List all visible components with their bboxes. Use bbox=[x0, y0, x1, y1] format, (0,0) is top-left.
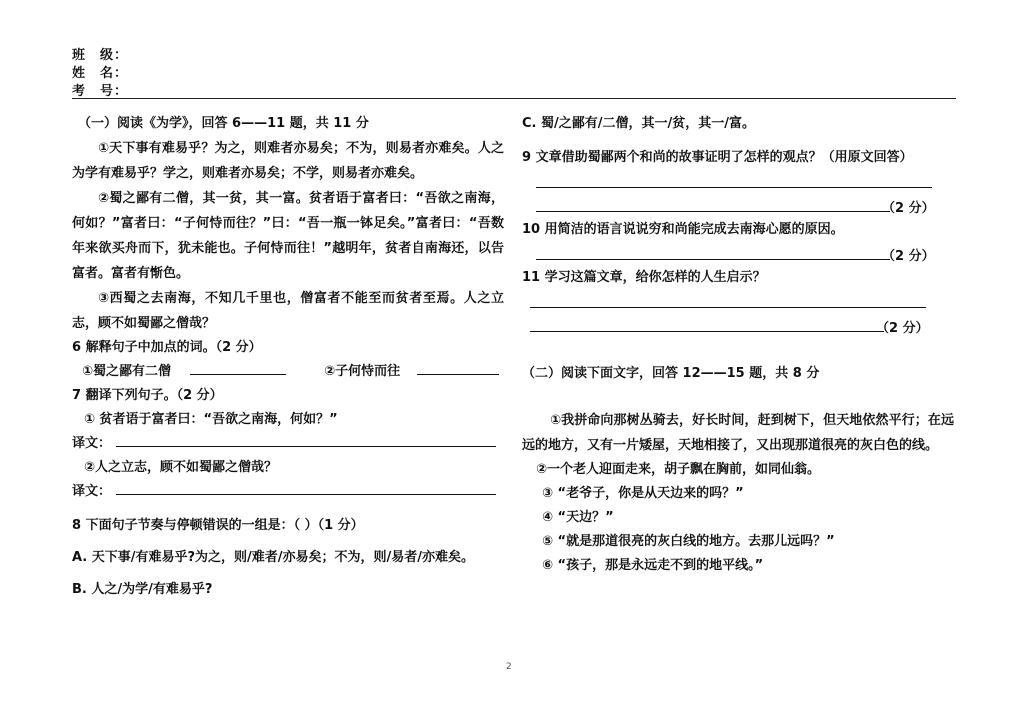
question-8-option-b: B. 人之/为学/有难易乎? bbox=[72, 582, 213, 597]
question-7-sentence-2: ②人之立志，顾不如蜀鄙之僧哉？ bbox=[84, 460, 278, 475]
question-7-sentence-1: ① 贫者语于富者曰：“吾欲之南海，何如？” bbox=[84, 412, 338, 427]
question-6-item-a: ①蜀之鄙有二僧 bbox=[82, 364, 172, 379]
translation-row-2 bbox=[72, 480, 504, 504]
question-8-option-a: A. 天下事/有难易乎?为之，则/难者/亦易矣；不为，则/易者/亦难矣。 bbox=[72, 550, 475, 565]
name-label: 姓 名： bbox=[72, 66, 129, 81]
reading-paragraph-6: ⑥ “孩子，那是永远走不到的地平线。” bbox=[542, 558, 764, 573]
question-6: 6 解释句子中加点的词。（2 分） bbox=[72, 340, 262, 355]
right-column bbox=[522, 112, 954, 578]
answer-blank-11a[interactable] bbox=[530, 307, 926, 308]
question-6-items bbox=[72, 360, 504, 384]
exam-number-label: 考 号： bbox=[72, 84, 129, 99]
left-column bbox=[72, 112, 504, 602]
header-divider bbox=[72, 98, 956, 99]
passage-paragraph-1: ①天下事有难易乎？为之，则难者亦易矣；不为，则易者亦难矣。人之为学有难易乎？学之，则难者亦易矣；不学，则易者亦难矣。 bbox=[72, 141, 504, 181]
reading-paragraph-2: ②一个老人迎面走来，胡子飘在胸前，如同仙翁。 bbox=[536, 462, 821, 477]
translation-label: 译文： bbox=[72, 484, 112, 499]
translation-blank-2[interactable] bbox=[116, 480, 496, 495]
question-11: 11 学习这篇文章，给你怎样的人生启示？ bbox=[522, 270, 766, 285]
answer-blank-10[interactable] bbox=[536, 259, 890, 260]
answer-blank-6b[interactable] bbox=[417, 360, 499, 375]
reading-paragraph-4: ④ “天边？” bbox=[542, 510, 614, 525]
passage-paragraph-2: ②蜀之鄙有二僧，其一贫，其一富。贫者语于富者曰：“吾欲之南海，何如？”富者曰：“子何恃而往？”曰：“吾一瓶一钵足矣。”富者曰：“吾数年来欲买舟而下，犹未能也。子何恃而往！”越明年，贫者自南海还，以告富者。富者有惭色。 bbox=[72, 191, 504, 281]
answer-line-9a bbox=[522, 170, 954, 194]
translation-label: 译文： bbox=[72, 436, 112, 451]
answer-line-11a bbox=[522, 290, 954, 314]
score-label: （2 分） bbox=[876, 321, 929, 336]
section-one-title: （一）阅读《为学》，回答 6——11 题，共 11 分 bbox=[78, 116, 369, 131]
score-label: （2 分） bbox=[882, 201, 935, 216]
section-two-title: （二）阅读下面文字，回答 12——15 题，共 8 分 bbox=[522, 366, 820, 381]
answer-blank-11b[interactable] bbox=[530, 331, 884, 332]
question-9: 9 文章借助蜀鄙两个和尚的故事证明了怎样的观点？（用原文回答） bbox=[522, 150, 913, 165]
answer-line-9b bbox=[522, 194, 954, 218]
page-number: 2 bbox=[506, 662, 512, 672]
passage-paragraph-3: ③西蜀之去南海，不知几千里也，僧富者不能至而贫者至焉。人之立志，顾不如蜀鄙之僧哉？ bbox=[72, 291, 504, 331]
reading-paragraph-3: ③ “老爷子，你是从天边来的吗？” bbox=[542, 486, 744, 501]
score-label: （2 分） bbox=[882, 249, 935, 264]
answer-blank-6a[interactable] bbox=[190, 360, 286, 375]
answer-blank-9a[interactable] bbox=[536, 187, 932, 188]
reading-paragraph-5: ⑤ “就是那道很亮的灰白线的地方。去那儿远吗？” bbox=[542, 534, 835, 549]
class-label: 班 级： bbox=[72, 48, 129, 63]
answer-line-11b bbox=[522, 314, 954, 338]
answer-line-10 bbox=[522, 242, 954, 266]
question-7: 7 翻译下列句子。（2 分） bbox=[72, 388, 223, 403]
translation-row-1 bbox=[72, 432, 504, 456]
question-8: 8 下面句子节奏与停顿错误的一组是：（ ）（1 分） bbox=[72, 518, 364, 533]
question-10: 10 用简洁的语言说说穷和尚能完成去南海心愿的原因。 bbox=[522, 222, 844, 237]
question-6-item-b: ②子何恃而往 bbox=[324, 364, 401, 379]
reading-paragraph-1: ①我拼命向那树丛骑去，好长时间，赶到树下，但天地依然平行；在远远的地方，又有一片矮屋，天地相接了，又出现那道很亮的灰白色的线。 bbox=[522, 413, 954, 453]
translation-blank-1[interactable] bbox=[116, 432, 496, 447]
question-8-option-c: C. 蜀/之鄙有/二僧，其一/贫，其一/富。 bbox=[522, 116, 755, 131]
answer-blank-9b[interactable] bbox=[536, 211, 890, 212]
